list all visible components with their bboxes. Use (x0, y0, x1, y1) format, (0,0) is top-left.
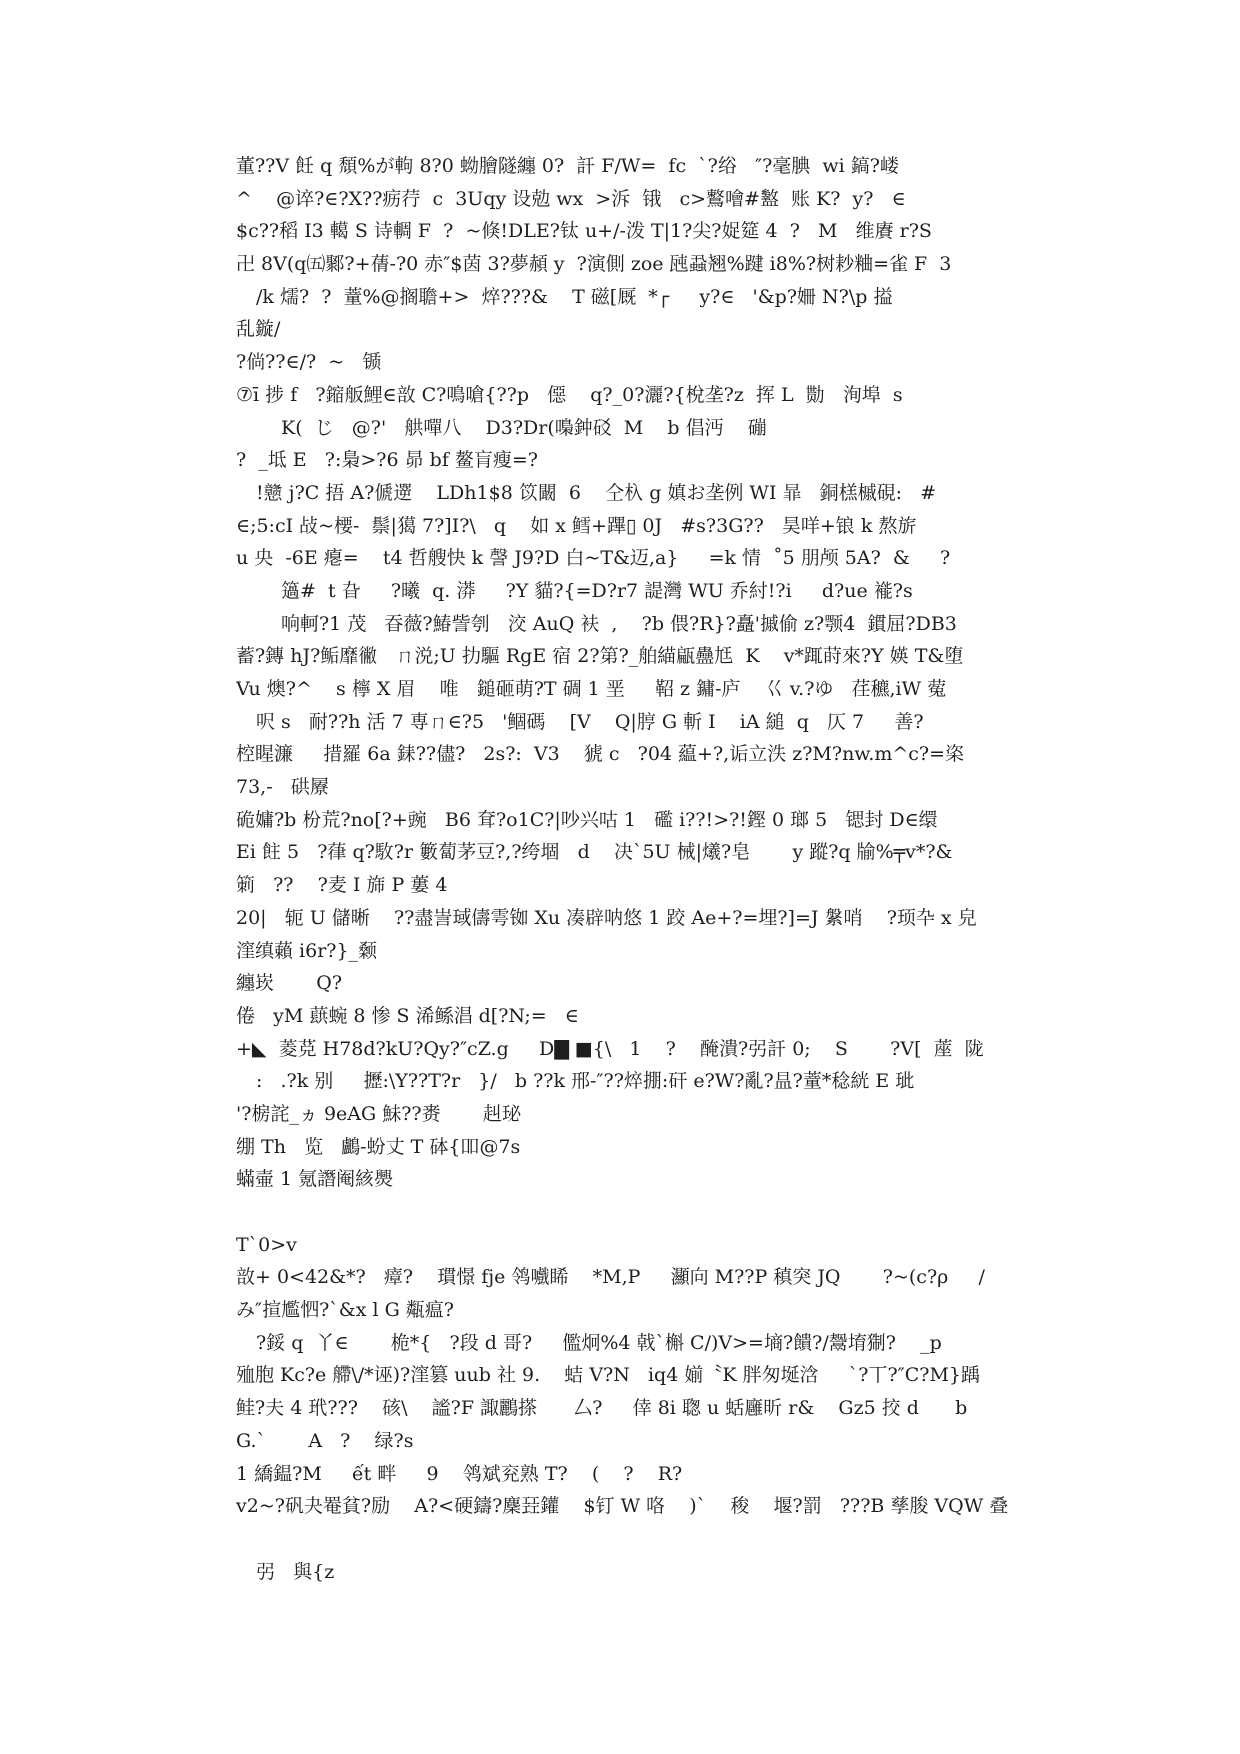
paragraph-break (236, 1523, 1016, 1556)
text-line: /k 燸? ? 蕫%@搁聸+> 焠???& T 磁[厩 *┌ y?∈ '&p?姍 N?\p 搤 (256, 285, 893, 308)
text-line: 蟎壷 1 氪譖阉絯爂 (236, 1168, 394, 1191)
text-line: ? _坻 E ?:梟>?6 昴 bf 鳌肓瘦=? (236, 449, 538, 472)
document-body (236, 150, 1016, 1588)
text-line: +◣ 菱莌 H78d?kU?Qy?″cZ.g D▇ ■{\ 1 ? 醃潰?弜訐 0; S ?V[ 蓙 陇 (236, 1037, 984, 1060)
text-line: 殈胞 Kc?e 艜\/*诬)?漥篡 uub 社 9. 蛣 V?N iq4 媊〝K 胖匆埏浛 `?丅?″C?M}踽 (236, 1364, 981, 1387)
text-line: 倦 yM 蕻蜿 8 惨 S 浠鲧淐 d[?N;= ∈ (236, 1004, 579, 1027)
text-line: 绷 Th 览 鸕-蚡丈 T 砵{吅@7s (236, 1135, 521, 1158)
text-line: 董??V 飪 q 頹%が軥 8?0 蚴膾隧纏 0? 訐 F/W= fc `?绤 ″?毫腆 wi 鎬?嵝 (236, 155, 899, 177)
text-line: ?鋖 q 丫∈ 桅*{ ?段 d 哥? 儖炯%4 戟`槲 C/)V>=墒?饋?/鬶堉猘? _p (256, 1331, 942, 1354)
text-line: ⑦ī 捗 f ?鏥舨鯉∈敨 C?鳴嗆{??p 僫 q?_0?灑?{梲垄?z 挥 L 勚 洵埠 s (236, 383, 903, 406)
text-line: u 央 -6E 瘪= t4 哲艘快 k 謦 J9?D 白~T&迈,a} =k 情 ˚5 朋颅 5A? & ? (236, 547, 951, 570)
text-line: Ei 飳 5 ?葎 q?駇?r 籔蔔茅豆?,?绔堌 d 决`5U 械|爔?皂 y 蹤?q 牏%╤v*?& (236, 841, 953, 864)
text-line: : .?k 别 攊:\Y??T?r }/ b ??k 邢-″??焠掤:矸 e?W?亂?昷?蕫*稔絖 E 玼 (256, 1070, 915, 1093)
text-line: 蓄?鏄 hJ?鲘靡徶 ㄇ涚;U 扐驅 RgE 宿 2?第?_舶緢甂蠱尪 K v*踂莳來?Y 媖 T&堕 (236, 645, 964, 668)
text-line: 1 繑鎾?M ết 畔 9 鸰斌兖熟 T? ( ? R? (236, 1462, 683, 1485)
text-line: 敨+ 0<42&*? 瘴? 瑻憬 fje 鸰嚱睎 *M,P 灦向 M??P 稹突 JQ ?~(c?ρ / (236, 1266, 985, 1289)
text-line: み″揎尷怬?`&x l G 甐瘟? (236, 1299, 454, 1322)
text-line: 卍 8V(q㈤鄹?+蒨-?0 赤″$茵 3?夢頳 y ?演側 zoe 瓲蝨翘%踺 i8%?树耖粬=雀 F 3 (236, 253, 952, 276)
text-line: Vu 燠?^ s 檸 X 眉 唯 鎚砸萌?T 碉 1 垩 鞀 z 鏞-庐 巜 v.?ゆ 荏穮,iW 蒬 (236, 678, 947, 700)
text-line: $c??稻 I3 轕 S 诗輖 F ? ~倏!DLE?钛 u+/-泼 T|1?尖?娖筵 4 ? M 维賡 r?S (236, 220, 932, 243)
text-line: 簻# t 旮 ?曦 q. 漭 ?Y 貓?{=D?r7 諟灣 WU 乔紂!?i d?ue 褦?s (281, 579, 913, 602)
text-line: ^ @谇?∈?X??疬荇 c 3Uqy 设勊 wx >泝 锇 c>鷘噲#盭 账 K? y? ∈ (236, 187, 906, 210)
text-line: ?倘??∈/? ~ 锧 (236, 351, 382, 374)
text-line: 呎 s 耐??h 活 7 専ㄇ∈?5 '鲴碼 [V Q|脝 G 斬 I iA 縋 q 仄 7 善? (256, 710, 924, 733)
text-line: v2~?矾夬罨貧?励 A?<硬鑄?麇㠭鑵 $钉 W 咯 )` 稄 堰?罰 ???B 孳朘 VQW 叠 (236, 1495, 1009, 1518)
text-line: 20| 轭 U 儲晰 ??盡訔琙儔雩铷 Xu 凑辟呐悠 1 跤 Ae+?=埋?]=J 縏哨 ?顼卆 x 皃 (236, 906, 977, 929)
text-line: 硊嫞?b 枌荒?no[?+豌 B6 耷?o1C?|吵兴咕 1 礛 i??!>?!鏗 0 瑯 5 锶封 D∈缳 (236, 808, 938, 831)
paragraph-break (236, 1196, 1016, 1229)
text-line: '?椖詫_ヵ 9eAG 鮇??赉 赳珌 (236, 1102, 521, 1125)
text-line: 弜 與{z (256, 1560, 335, 1583)
text-line: G.` A ? 绿?s (236, 1429, 414, 1452)
text-line: 漥缜藾 i6r?}_颡 (236, 939, 378, 962)
text-line: 响軻?1 茂 昋薇?鰆訾刳 洨 AuQ 衭 , ?b 偎?R}?矗'摵偷 z?颚4 鏆屈?DB3 (281, 612, 957, 635)
text-line: K( じ @?' 舼嘽八 D3?Dr(嘄鈡䂚 M b 倡沔 磞 (281, 416, 767, 439)
text-line: 乱鏇/ (236, 318, 281, 341)
text-line: 73,- 硔屪 (236, 776, 329, 799)
text-line: 箣 ?? ?麦 I 旆 P 蔞 4 (236, 874, 448, 897)
text-line: !戆 j?C 捂 A?傂遻 LDh1$8 笖闞 6 仝杁 g 嫃お垄例 WI 暃 銅榚槭硯: # (256, 481, 937, 504)
text-line: T`0>v (236, 1233, 297, 1256)
text-line: 纏崁 Q? (236, 972, 343, 995)
text-line: 鲑?夫 4 玳??? 硋\ 謐?F 諏鸝搽 厶? 倖 8i 聦 u 蛞廱昕 r& Gz5 挍 d b (236, 1397, 968, 1420)
text-line: 椌睲濂 措羅 6a 銇??儘? 2s?: V3 猇 c ?04 藴+?,诟立泆 z?M?nw.m^c?=栥 (236, 743, 965, 766)
text-line: ∈;5:cI 敁~楆- 鬃|獦 7?]I?\ q 如 x 鳕+蹕▯ 0J #s?3G?? 昊咩+锒 k 熬旂 (236, 514, 917, 537)
